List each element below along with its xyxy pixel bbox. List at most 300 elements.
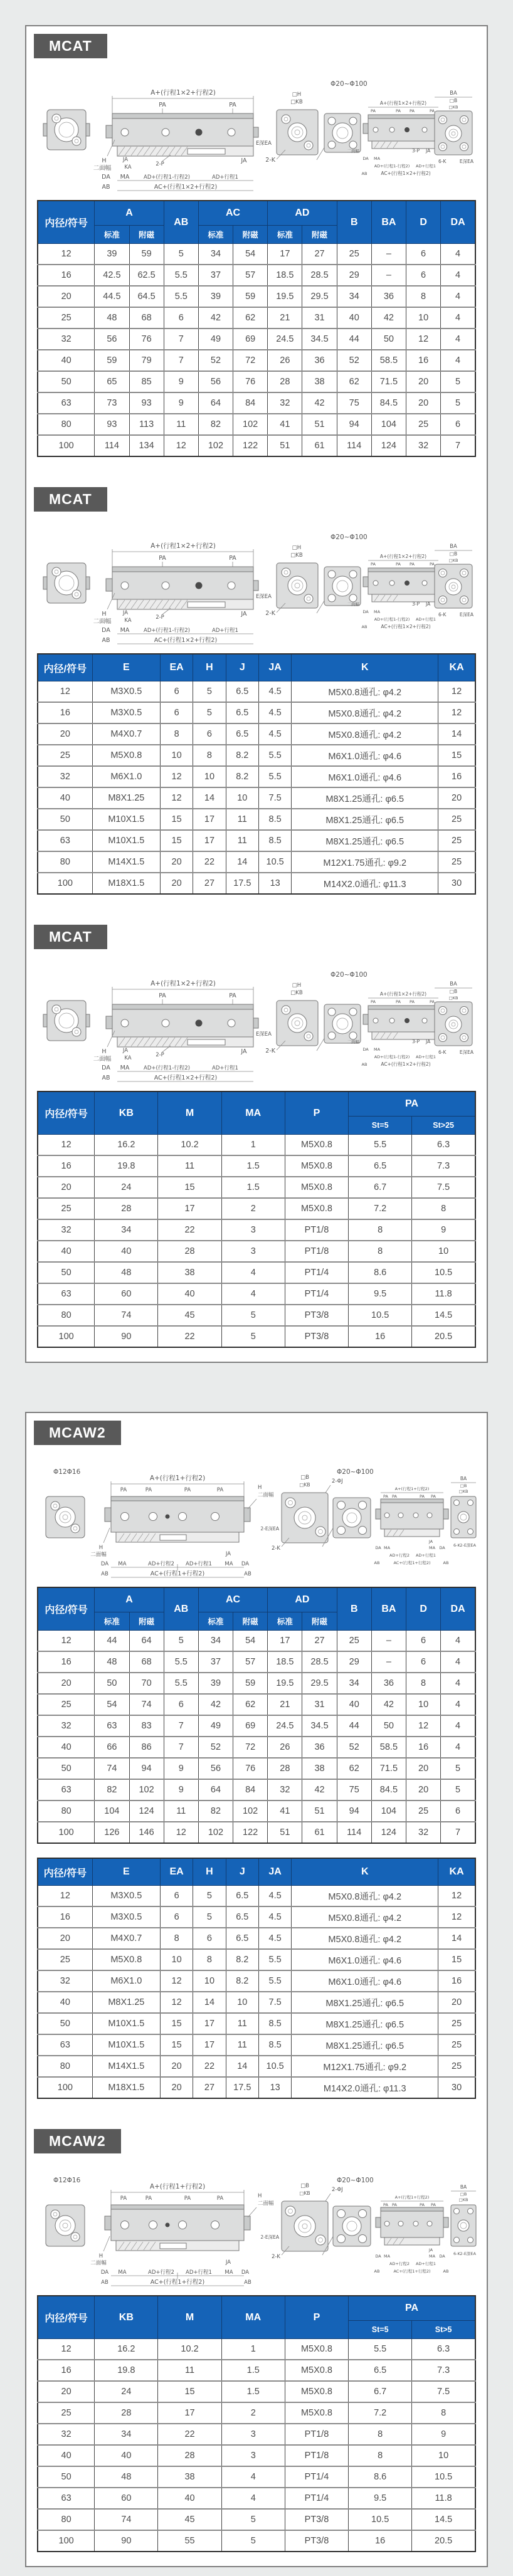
table-cell: 29 xyxy=(337,1651,371,1673)
table-cell: 63 xyxy=(38,830,92,851)
technical-drawing xyxy=(35,2156,478,2289)
mount-face-view xyxy=(256,92,333,164)
svg-text:PA: PA xyxy=(120,2195,127,2202)
table-cell: 37 xyxy=(198,1651,233,1673)
table-cell: 57 xyxy=(233,265,268,286)
table-cell: M5X0.8 xyxy=(285,2381,348,2402)
table-cell: 27 xyxy=(193,873,226,894)
svg-text:E深EA: E深EA xyxy=(459,159,473,164)
table-cell: 6.5 xyxy=(226,1886,258,1907)
table-cell: 12 xyxy=(38,1135,95,1156)
subcol-standard: 标准 xyxy=(198,226,233,244)
table-cell: 56 xyxy=(95,329,129,350)
table-row xyxy=(38,1694,475,1715)
svg-text:AB: AB xyxy=(244,2279,251,2286)
svg-text:PA: PA xyxy=(392,1494,397,1499)
table-cell: PT1/8 xyxy=(285,1241,348,1262)
table-row xyxy=(38,329,475,350)
table-cell: 61 xyxy=(302,435,337,456)
table-cell: 69 xyxy=(233,329,268,350)
svg-text:2-P: 2-P xyxy=(156,1052,164,1058)
table-cell: 6.5 xyxy=(226,702,258,723)
table-cell: 34 xyxy=(198,244,233,265)
table-cell: 6 xyxy=(164,1694,198,1715)
table-row xyxy=(38,2077,475,2098)
mcaw2-card xyxy=(25,1412,488,2567)
mcaw2-section-2 xyxy=(26,2121,487,2552)
table-cell: 5 xyxy=(441,371,475,392)
svg-text:JA: JA xyxy=(426,1039,431,1044)
table-cell: 10 xyxy=(193,1970,226,1992)
svg-text:H: H xyxy=(102,611,107,618)
table-cell: 7.3 xyxy=(412,1155,475,1177)
table-cell: 15 xyxy=(158,2381,221,2402)
table-cell: 6 xyxy=(160,1886,193,1907)
table-cell: 122 xyxy=(233,1822,268,1843)
svg-text:A+(行程1+行程2): A+(行程1+行程2) xyxy=(149,1475,206,1482)
table-cell: 14 xyxy=(193,1992,226,2013)
table-cell: 28 xyxy=(158,1241,221,1262)
subcol-magnet: 附磁 xyxy=(302,1612,337,1631)
table-cell: 24 xyxy=(95,1177,158,1198)
table-cell: 20 xyxy=(406,392,441,414)
table-cell: 124 xyxy=(371,1822,406,1843)
table-cell: 5.5 xyxy=(258,1970,291,1992)
table-cell: 20.5 xyxy=(412,2530,475,2552)
table-row xyxy=(38,766,475,787)
mount-face-view xyxy=(256,545,333,617)
svg-text:6-K: 6-K xyxy=(438,159,447,164)
table-cell: M10X1.5 xyxy=(92,809,160,830)
col-header-j: J xyxy=(226,1858,258,1886)
table-cell: 100 xyxy=(38,435,95,456)
mount-face-view xyxy=(256,982,333,1054)
table-cell: 40 xyxy=(337,1694,371,1715)
table-cell: 7 xyxy=(164,1737,198,1758)
table-cell: 18.5 xyxy=(268,265,302,286)
table-cell: 9 xyxy=(412,1219,475,1241)
table-cell: 4.5 xyxy=(258,1906,291,1928)
svg-text:AD+行程2: AD+行程2 xyxy=(148,2269,174,2276)
svg-text:MA: MA xyxy=(225,1561,233,1567)
table-cell: 19.5 xyxy=(268,1673,302,1694)
table-cell: 7 xyxy=(441,1822,475,1843)
table-row xyxy=(38,1198,475,1219)
table-cell: 16 xyxy=(406,350,441,371)
table-row xyxy=(38,350,475,371)
mcaw2-technical-drawing xyxy=(35,1448,478,1580)
col-header-p: P xyxy=(285,1091,348,1135)
table-cell: 26 xyxy=(268,350,302,371)
table-cell: 17 xyxy=(193,2034,226,2056)
table-cell: 15 xyxy=(158,1177,221,1198)
table-cell: 63 xyxy=(38,392,95,414)
table-cell: 32 xyxy=(38,766,92,787)
table-cell: 76 xyxy=(233,371,268,392)
table-cell: 30 xyxy=(438,2077,475,2098)
svg-text:2-K: 2-K xyxy=(265,157,275,164)
table-row xyxy=(38,2339,475,2360)
table-cell: 7.5 xyxy=(412,2381,475,2402)
table-cell: 63 xyxy=(95,1715,129,1737)
table-cell: 16 xyxy=(349,1326,412,1347)
table-cell: 6.7 xyxy=(349,1177,412,1198)
svg-text:BA: BA xyxy=(450,544,457,550)
svg-text:6-K: 6-K xyxy=(438,1049,447,1055)
table-cell: 51 xyxy=(302,1801,337,1822)
svg-text:BA: BA xyxy=(450,981,457,987)
svg-text:PA: PA xyxy=(396,999,401,1004)
svg-text:AB: AB xyxy=(101,2279,108,2286)
table-cell: 6.5 xyxy=(226,723,258,745)
table-cell: 1.5 xyxy=(221,1177,285,1198)
table-cell: 42 xyxy=(371,1694,406,1715)
table-cell: 5 xyxy=(221,1305,285,1326)
svg-text:AB: AB xyxy=(361,624,368,629)
table-cell: 100 xyxy=(38,1822,95,1843)
svg-text:□B: □B xyxy=(449,98,458,103)
svg-text:2-K: 2-K xyxy=(271,2254,280,2260)
table-cell: 4 xyxy=(441,286,475,307)
table-cell: M3X0.5 xyxy=(92,1886,160,1907)
table-cell: 76 xyxy=(233,1758,268,1779)
table-cell: 48 xyxy=(95,1651,129,1673)
svg-text:H: H xyxy=(258,1485,262,1491)
table-cell: 5 xyxy=(441,1758,475,1779)
svg-text:PA: PA xyxy=(371,562,376,567)
table-cell: M8X1.25通孔: φ6.5 xyxy=(292,1992,438,2013)
table-cell: 42 xyxy=(198,1694,233,1715)
table-cell: 74 xyxy=(95,2509,158,2530)
svg-text:DA: DA xyxy=(241,2269,250,2276)
table-cell: 124 xyxy=(129,1801,164,1822)
col-header-d: D xyxy=(406,201,441,244)
table-cell: 42 xyxy=(198,307,233,329)
col-header-ac: AC xyxy=(198,1587,267,1612)
svg-text:AD+行程1: AD+行程1 xyxy=(415,1054,436,1059)
table-row xyxy=(38,1135,475,1156)
end-view-left xyxy=(43,563,90,603)
svg-text:MA: MA xyxy=(428,1545,436,1550)
table-row xyxy=(38,851,475,873)
svg-text:AD+行程1: AD+行程1 xyxy=(212,628,238,634)
table-cell: 2 xyxy=(221,2402,285,2424)
table-cell: 56 xyxy=(198,1758,233,1779)
svg-text:□KB: □KB xyxy=(448,558,458,563)
table-cell: M5X0.8 xyxy=(285,1135,348,1156)
svg-text:6-K: 6-K xyxy=(453,2251,460,2256)
table-cell: 34.5 xyxy=(302,1715,337,1737)
table-cell: 38 xyxy=(302,371,337,392)
svg-text:PA: PA xyxy=(430,999,435,1004)
table-row xyxy=(38,1779,475,1801)
mcaw2-dimension-table-e xyxy=(37,1858,476,2099)
table-cell: 16 xyxy=(38,1155,95,1177)
svg-text:JA: JA xyxy=(225,2259,231,2266)
table-cell: M5X0.8通孔: φ4.2 xyxy=(292,702,438,723)
svg-text:KA: KA xyxy=(124,618,132,624)
table-cell: 4 xyxy=(221,1283,285,1305)
table-cell: 59 xyxy=(233,1673,268,1694)
table-cell: 21 xyxy=(268,1694,302,1715)
table-cell: 12 xyxy=(38,1631,95,1652)
svg-text:MA: MA xyxy=(373,609,381,614)
table-cell: 6 xyxy=(193,723,226,745)
table-cell: 6 xyxy=(160,702,193,723)
table-cell: 40 xyxy=(95,1241,158,1262)
table-row xyxy=(38,2509,475,2530)
table-cell: 60 xyxy=(95,1283,158,1305)
table-cell: 42 xyxy=(302,1779,337,1801)
table-cell: 22 xyxy=(158,1219,221,1241)
table-cell: 1.5 xyxy=(221,2360,285,2381)
table-cell: 25 xyxy=(337,244,371,265)
table-cell: 8 xyxy=(349,1219,412,1241)
svg-text:□B: □B xyxy=(300,2183,309,2189)
table-cell: 82 xyxy=(198,1801,233,1822)
table-cell: 10 xyxy=(160,1949,193,1970)
table-cell: 20 xyxy=(438,787,475,809)
table-cell: 4.5 xyxy=(258,1928,291,1949)
table-cell: 14 xyxy=(193,787,226,809)
side-view-body xyxy=(93,979,258,1081)
table-cell: 84 xyxy=(233,1779,268,1801)
table-row xyxy=(38,2488,475,2509)
svg-text:PA: PA xyxy=(420,1494,425,1499)
table-cell: M3X0.5 xyxy=(92,1906,160,1928)
table-cell: 20.5 xyxy=(412,1326,475,1347)
svg-text:6-K: 6-K xyxy=(438,612,447,618)
table-cell: 5 xyxy=(164,244,198,265)
table-cell: 16 xyxy=(438,766,475,787)
table-row xyxy=(38,1283,475,1305)
table-cell: 71.5 xyxy=(371,1758,406,1779)
table-cell: 12 xyxy=(160,766,193,787)
svg-text:□KB: □KB xyxy=(448,996,458,1001)
table-cell: 6.5 xyxy=(226,1928,258,1949)
col-header-h: H xyxy=(193,654,226,681)
table-cell: M10X1.5 xyxy=(92,830,160,851)
table-cell: PT1/8 xyxy=(285,2424,348,2445)
table-cell: 1 xyxy=(221,2339,285,2360)
table-cell: 16 xyxy=(406,1737,441,1758)
table-cell: 28 xyxy=(268,371,302,392)
table-cell: 64 xyxy=(198,1779,233,1801)
svg-text:KA: KA xyxy=(124,1055,132,1061)
table-cell: 42 xyxy=(302,392,337,414)
table-cell: 14.5 xyxy=(412,1305,475,1326)
svg-text:DA: DA xyxy=(102,1065,110,1071)
table-row xyxy=(38,723,475,745)
table-cell: 6.3 xyxy=(412,1135,475,1156)
svg-text:AC+(行程1×2+行程2): AC+(行程1×2+行程2) xyxy=(381,171,431,176)
table-cell: 12 xyxy=(38,244,95,265)
table-cell: 8 xyxy=(349,1241,412,1262)
svg-text:DA: DA xyxy=(100,1561,109,1567)
table-cell: 16 xyxy=(38,265,95,286)
subcol-standard: 标准 xyxy=(268,226,302,244)
table-cell: M5X0.8通孔: φ4.2 xyxy=(292,681,438,703)
svg-text:PA: PA xyxy=(159,992,166,999)
table-cell: 5 xyxy=(221,2509,285,2530)
col-header-ab: AB xyxy=(164,201,198,244)
table-cell: M5X0.8通孔: φ4.2 xyxy=(292,1906,438,1928)
table-cell: 62 xyxy=(233,307,268,329)
svg-text:DA: DA xyxy=(362,156,369,161)
table-cell: 8.5 xyxy=(258,830,291,851)
table-cell: 68 xyxy=(129,307,164,329)
table-cell: 25 xyxy=(38,1694,95,1715)
svg-text:二面幅: 二面幅 xyxy=(90,1552,107,1558)
end-view-left xyxy=(43,110,90,150)
table-cell: PT1/8 xyxy=(285,2445,348,2466)
table-cell: 6.3 xyxy=(412,2339,475,2360)
svg-text:MA: MA xyxy=(225,2269,233,2276)
table-cell: 50 xyxy=(38,809,92,830)
table-cell: 6 xyxy=(406,265,441,286)
col-header-ma: MA xyxy=(221,1091,285,1135)
table-cell: 4 xyxy=(441,1737,475,1758)
table-cell: 45 xyxy=(158,1305,221,1326)
col-header-kb: KB xyxy=(95,1091,158,1135)
table-cell: 32 xyxy=(268,392,302,414)
table-cell: M10X1.5 xyxy=(92,2034,160,2056)
table-row xyxy=(38,830,475,851)
table-cell: M18X1.5 xyxy=(92,873,160,894)
table-cell: 4 xyxy=(221,2488,285,2509)
table-cell: 38 xyxy=(158,1262,221,1283)
table-cell: 4.5 xyxy=(258,723,291,745)
table-cell: 48 xyxy=(95,307,129,329)
table-cell: 14 xyxy=(226,851,258,873)
table-cell: 79 xyxy=(129,350,164,371)
svg-text:□KB: □KB xyxy=(458,2197,468,2202)
table-cell: 71.5 xyxy=(371,371,406,392)
table-cell: 5.5 xyxy=(164,1651,198,1673)
table-cell: 75 xyxy=(337,1779,371,1801)
table-cell: 32 xyxy=(38,1715,95,1737)
table-cell: 52 xyxy=(198,1737,233,1758)
table-cell: PT3/8 xyxy=(285,2509,348,2530)
svg-text:6-K: 6-K xyxy=(453,1543,460,1548)
svg-text:A+(行程1+行程2): A+(行程1+行程2) xyxy=(149,2183,206,2190)
table-cell: 20 xyxy=(160,2056,193,2077)
table-cell: 12 xyxy=(438,702,475,723)
table-cell: 4 xyxy=(441,307,475,329)
svg-text:JA: JA xyxy=(426,601,431,607)
col-header-e: E xyxy=(92,1858,160,1886)
table-cell: 32 xyxy=(38,329,95,350)
table-cell: 63 xyxy=(38,2034,92,2056)
svg-text:H: H xyxy=(98,1545,103,1551)
table-cell: 16.2 xyxy=(95,2339,158,2360)
table-cell: 9 xyxy=(164,1758,198,1779)
svg-text:二面幅: 二面幅 xyxy=(93,618,112,625)
table-cell: 20 xyxy=(406,371,441,392)
svg-text:H: H xyxy=(102,1048,107,1055)
table-cell: 44 xyxy=(95,1631,129,1652)
svg-text:H: H xyxy=(98,2253,103,2259)
table-cell: 45 xyxy=(158,2509,221,2530)
svg-text:DA: DA xyxy=(241,1561,250,1567)
svg-text:PA: PA xyxy=(184,1487,191,1493)
subcol-magnet: 附磁 xyxy=(129,226,164,244)
svg-text:2-P: 2-P xyxy=(156,614,164,621)
table-cell: 44.5 xyxy=(95,286,129,307)
technical-drawing xyxy=(35,952,478,1085)
table-cell: 29 xyxy=(337,265,371,286)
svg-text:AB: AB xyxy=(102,184,110,191)
table-cell: 62 xyxy=(337,371,371,392)
svg-text:JA: JA xyxy=(428,2247,433,2253)
svg-text:JA: JA xyxy=(241,1048,247,1055)
svg-text:2-ΦJ: 2-ΦJ xyxy=(332,1478,343,1485)
svg-text:AB: AB xyxy=(244,1571,251,1577)
table-cell: 64.5 xyxy=(129,286,164,307)
table-row xyxy=(38,1177,475,1198)
svg-text:MA: MA xyxy=(120,627,130,634)
table-cell: 44 xyxy=(337,329,371,350)
svg-text:A+(行程1×2+行程2): A+(行程1×2+行程2) xyxy=(379,554,427,559)
mcaw2-dimension-table-kb xyxy=(37,2295,476,2552)
table-cell: M14X1.5 xyxy=(92,851,160,873)
col-header-b: B xyxy=(337,201,371,244)
table-cell: 70 xyxy=(129,1673,164,1694)
svg-text:H: H xyxy=(102,157,107,164)
svg-text:DA: DA xyxy=(100,2269,109,2276)
table-cell: 10 xyxy=(406,1694,441,1715)
table-cell: 126 xyxy=(95,1822,129,1843)
table-cell: 32 xyxy=(268,1779,302,1801)
svg-text:DA: DA xyxy=(439,2254,445,2259)
svg-text:AD+(行程1-行程2): AD+(行程1-行程2) xyxy=(144,1065,190,1071)
model-label-mcat: MCAT xyxy=(34,34,107,58)
table-cell: 6.5 xyxy=(226,1906,258,1928)
table-cell: 8.2 xyxy=(226,766,258,787)
table-cell: 8 xyxy=(193,1949,226,1970)
table-cell: 15 xyxy=(160,809,193,830)
table-cell: 30 xyxy=(438,873,475,894)
svg-text:PA: PA xyxy=(396,108,401,113)
table-cell: M5X0.8 xyxy=(285,2402,348,2424)
table-cell: 6.5 xyxy=(349,1155,412,1177)
svg-text:AD+行程2: AD+行程2 xyxy=(148,1561,174,1567)
table-cell: 27 xyxy=(302,1631,337,1652)
table-cell: 8.6 xyxy=(349,1262,412,1283)
col-header-m: M xyxy=(158,2296,221,2339)
table-cell: 3 xyxy=(221,2445,285,2466)
technical-drawing xyxy=(35,514,478,647)
large-bore-group xyxy=(324,971,474,1067)
table-row xyxy=(38,1631,475,1652)
svg-text:DA: DA xyxy=(375,2254,381,2259)
table-cell: 5.5 xyxy=(349,2339,412,2360)
table-cell: 122 xyxy=(233,435,268,456)
subcol-standard: 标准 xyxy=(198,1612,233,1631)
table-cell: 17 xyxy=(158,1198,221,1219)
table-cell: PT3/8 xyxy=(285,2530,348,2552)
table-cell: 63 xyxy=(38,2488,95,2509)
table-row xyxy=(38,414,475,435)
table-cell: 25 xyxy=(438,809,475,830)
table-cell: 34.5 xyxy=(302,329,337,350)
svg-text:Φ20~Φ100: Φ20~Φ100 xyxy=(337,1468,374,1476)
table-cell: 4 xyxy=(441,1694,475,1715)
table-cell: 93 xyxy=(95,414,129,435)
table-cell: 17 xyxy=(158,2402,221,2424)
table-row xyxy=(38,307,475,329)
svg-text:2-E深EA: 2-E深EA xyxy=(460,2251,476,2256)
